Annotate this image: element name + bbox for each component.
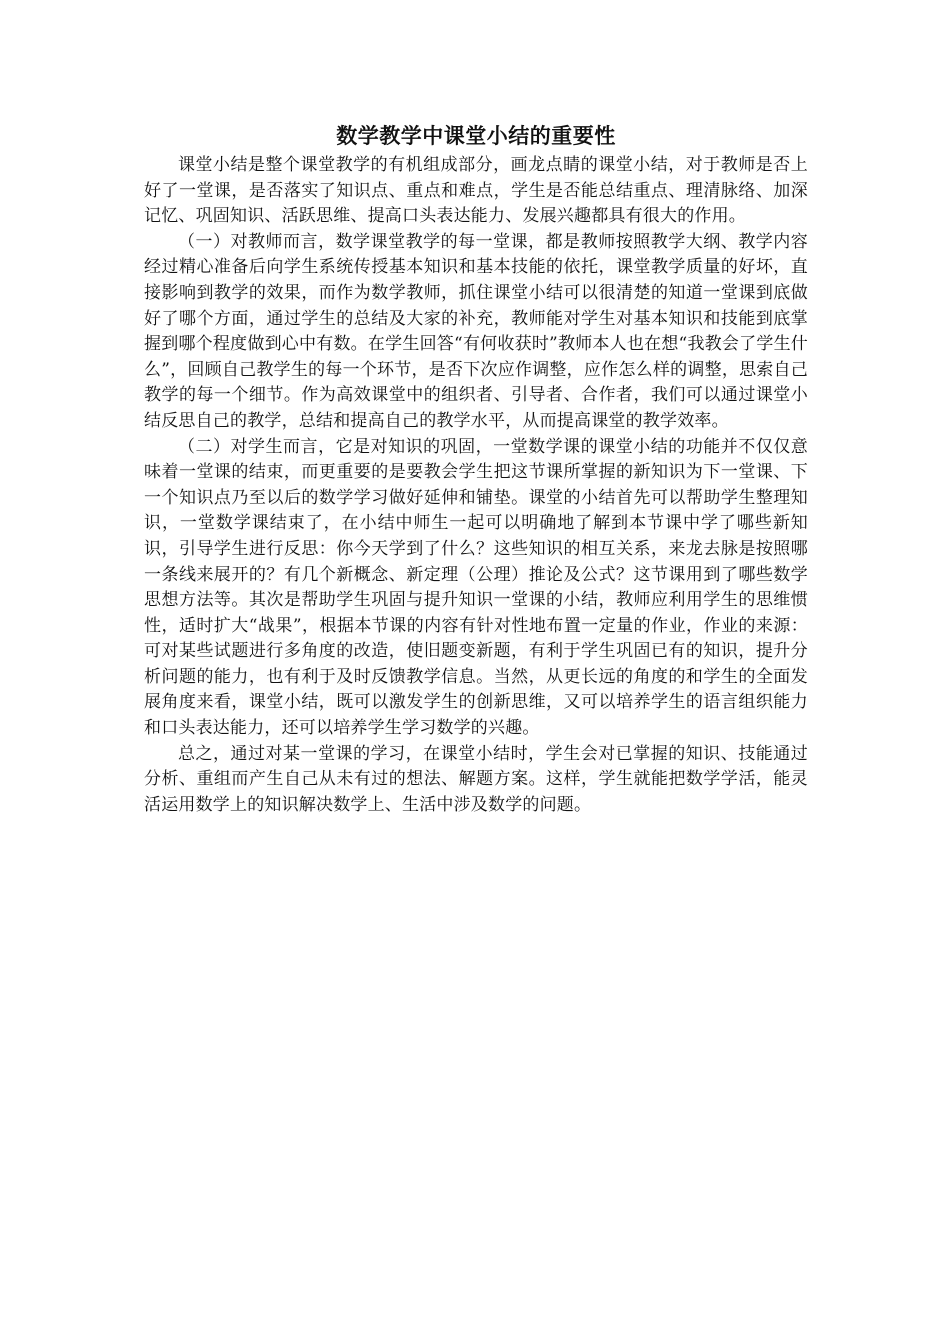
paragraph-student: （二）对学生而言，它是对知识的巩固，一堂数学课的课堂小结的功能并不仅仅意味着一堂课的结束，而更重要的是要教会学生把这节课所掌握的新知识为下一堂课、下一个知识点乃至以后的数学学习做好延伸和铺垫。课堂的小结首先可以帮助学生整理知识，一堂数学课结束了，在小结中师生一起可以明确地了解到本节课中学了哪些新知识，引导学生进行反思：你今天学到了什么？这些知识的相互关系，来龙去脉是按照哪一条线来展开的？有几个新概念、新定理（公理）推论及公式？这节课用到了哪些数学思想方法等。其次是帮助学生巩固与提升知识一堂课的小结，教师应利用学生的思维惯性，适时扩大“战果”，根据本节课的内容有针对性地布置一定量的作业，作业的来源：可对某些试题进行多角度的改造，使旧题变新题，有利于学生巩固已有的知识，提升分析问题的能力，也有利于及时反馈教学信息。当然，从更长远的角度的和学生的全面发展角度来看，课堂小结，既可以激发学生的创新思维，又可以培养学生的语言组织能力和口头表达能力，还可以培养学生学习数学的兴趣。 — [144, 436, 808, 739]
paragraph-teacher: （一）对教师而言，数学课堂教学的每一堂课，都是教师按照教学大纲、教学内容经过精心准备后向学生系统传授基本知识和基本技能的依托，课堂教学质量的好坏，直接影响到教学的效果，而作为数学教师，抓住课堂小结可以很清楚的知道一堂课到底做好了哪个方面，通过学生的总结及大家的补充，教师能对学生对基本知识和技能到底掌握到哪个程度做到心中有数。在学生回答“有何收获时”教师本人也在想“我教会了学生什么”，回顾自己教学生的每一个环节，是否下次应作调整，应作怎么样的调整，思索自己教学的每一个细节。作为高效课堂中的组织者、引导者、合作者，我们可以通过课堂小结反思自己的教学，总结和提高自己的教学水平，从而提高课堂的教学效率。 — [144, 231, 808, 431]
document-title: 数学教学中课堂小结的重要性 — [336, 124, 616, 148]
document-body — [144, 121, 808, 818]
paragraph-summary: 总之，通过对某一堂课的学习，在课堂小结时，学生会对已掌握的知识、技能通过分析、重组而产生自己从未有过的想法、解题方案。这样，学生就能把数学学活，能灵活运用数学上的知识解决数学上、生活中涉及数学的问题。 — [144, 743, 808, 815]
paragraph-intro: 课堂小结是整个课堂教学的有机组成部分，画龙点睛的课堂小结，对于教师是否上好了一堂课，是否落实了知识点、重点和难点，学生是否能总结重点、理清脉络、加深记忆、巩固知识、活跃思维、提高口头表达能力、发展兴趣都具有很大的作用。 — [144, 155, 808, 227]
